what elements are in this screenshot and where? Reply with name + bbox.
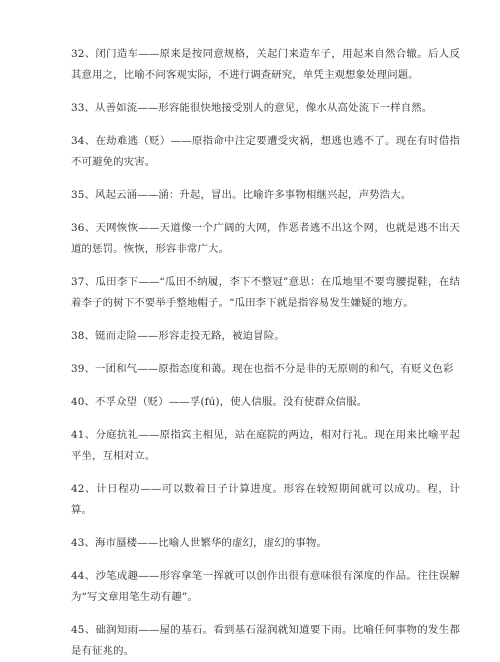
idiom-entry-35: 35、风起云涌——涌：升起，冒出。比喻许多事物相继兴起，声势浩大。 xyxy=(71,189,412,201)
idiom-entry-39: 39、一团和气——原指态度和蔼。现在也指不分是非的无原则的和气，有贬义色彩 xyxy=(71,363,454,375)
idiom-entry-34: 34、在劫难逃（贬）——原指命中注定要遭受灾祸，想逃也逃不了。现在有时借指不可避免的灾害。 xyxy=(71,135,460,168)
idiom-entry-43: 43、海市蜃楼——比喻人世繁华的虚幻，虚幻的事物。 xyxy=(71,537,327,549)
idiom-entry-42: 42、计日程功——可以数着日子计算进度。形容在较短期间就可以成功。程，计算。 xyxy=(71,483,460,516)
idiom-entry-38: 38、铤而走险——形容走投无路，被迫冒险。 xyxy=(71,330,285,342)
idiom-entry-37: 37、瓜田李下——“瓜田不纳履，李下不整冠”意思：在瓜地里不要弯腰提鞋，在结着李子的树下不要举手整地帽子。“瓜田李下就是指容易发生嫌疑的地方。 xyxy=(71,276,460,309)
idiom-entry-41: 41、分庭抗礼——原指宾主相见，站在庭院的两边，相对行礼。现在用来比喻平起平坐，互相对立。 xyxy=(71,429,460,462)
idiom-entry-36: 36、天网恢恢——天道像一个广阔的大网，作恶者逃不出这个网，也就是逃不出天道的惩罚。恢恢，形容非常广大。 xyxy=(71,222,460,255)
idiom-entry-33: 33、从善如流——形容能很快地接受别人的意见，像水从高处流下一样自然。 xyxy=(71,102,433,114)
idiom-entry-32: 32、闭门造车——原来是按同意规格，关起门来造车子，用起来自然合辙。后人反其意用之，比喻不问客观实际，不进行调查研究，单凭主观想象处理问题。 xyxy=(71,48,460,81)
idiom-entry-44: 44、沙笔成趣——形容拿笔一挥就可以创作出很有意味很有深度的作品。往往误解为“写文章用笔生动有趣”。 xyxy=(71,570,460,603)
idiom-entry-45: 45、础润知雨——屋的基石。看到基石湿润就知道要下雨。比喻任何事物的发生都是有征兆的。 xyxy=(71,624,460,657)
idiom-entry-40: 40、不孚众望（贬）——孚(fú)，使人信服。没有使群众信服。 xyxy=(71,396,368,408)
